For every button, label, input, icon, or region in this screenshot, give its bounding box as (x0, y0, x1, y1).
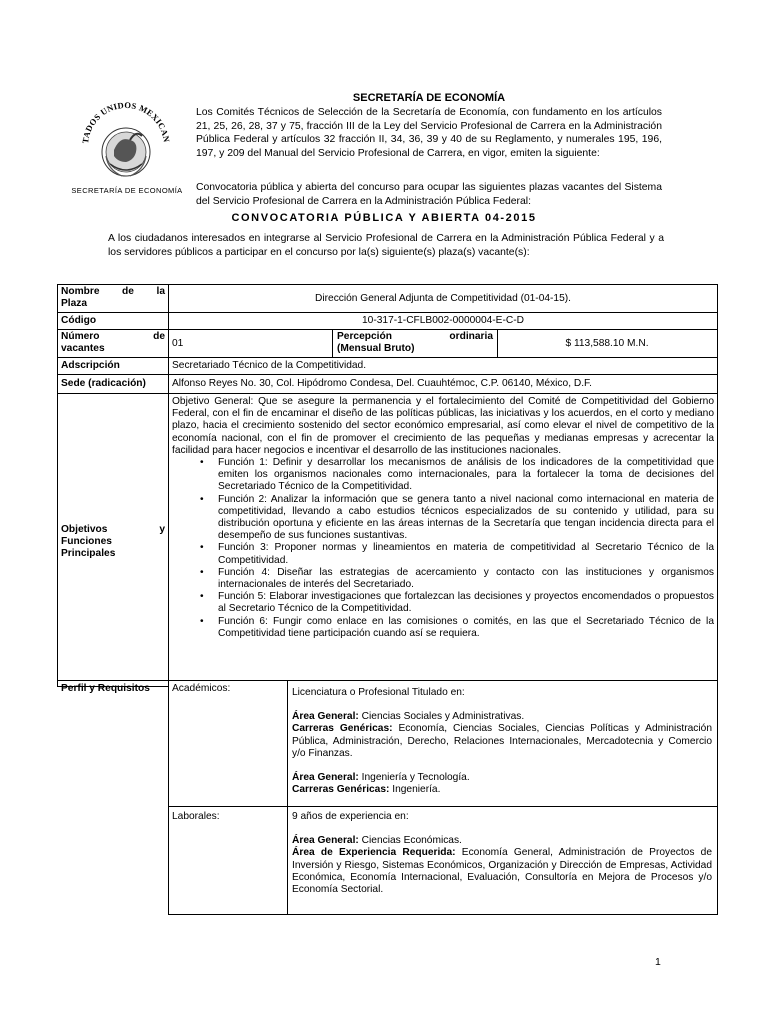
label-codigo: Código (61, 315, 97, 326)
value-nombre-plaza: Dirección General Adjunta de Competitividad (01-04-15). (315, 293, 571, 304)
label-numero-vacantes: Número de vacantes (61, 331, 165, 355)
value-sede: Alfonso Reyes No. 30, Col. Hipódromo Condesa, Del. Cuauhtémoc, C.P. 06140, México, D.F. (172, 378, 592, 389)
label-nombre-plaza: Nombre de la Plaza (61, 286, 165, 310)
intro-paragraph: A los ciudadanos interesados en integrarse al Servicio Profesional de Carrera en la Administración Pública Federal y a los servidores públicos a participar en el concurso por la(s) siguiente(s) plaza(s) vacante(s): (108, 233, 664, 258)
function-item: • Función 5: Elaborar investigaciones que fortalezcan las decisiones y proyectos encomendados o propuestos al Secretario Técnico de la Competitividad. (172, 591, 714, 615)
value-adscripcion: Secretariado Técnico de la Competitividad. (172, 360, 367, 371)
academicos-content: Licenciatura o Profesional Titulado en: Área General: Ciencias Sociales y Administrativas. Carreras Genéricas: Economía, Ciencias Sociales, Ciencias Políticas y Administración Pública, Administración, Derecho, Relaciones Internacionales, Mercadotecnia y Comercio y/o Finanzas. Área General: Ingeniería y Tecnología. Carreras Genéricas: Ingeniería. (292, 687, 712, 796)
functions-list (172, 457, 714, 640)
label-laborales: Laborales: (172, 811, 220, 822)
function-item: • Función 6: Fungir como enlace en las comisiones o comités, en las que el Secretariado Técnico de la Competitividad tiene participación cuando así se requiera. (172, 616, 714, 640)
label-academicos: Académicos: (172, 683, 231, 694)
objetivos-funciones-content (172, 396, 714, 640)
convocatoria-title: CONVOCATORIA PÚBLICA Y ABIERTA 04-2015 (231, 212, 537, 224)
legal-basis-paragraph: Los Comités Técnicos de Selección de la Secretaría de Economía, con fundamento en los artículos 21, 25, 26, 28, 37 y 75, fracción III de la Ley del Servicio Profesional de Carrera en la Administración Pública Federal y artículos 32 fracción II, 34, 36, 39 y 40 de su Reglamento, y numerales 195, 196, 197, y 209 del Manual del Servicio Profesional de Carrera, en vigor, emiten la siguiente: (196, 107, 662, 159)
seal-caption: SECRETARÍA DE ECONOMÍA (71, 186, 183, 195)
value-salary: $ 113,588.10 M.N. (565, 338, 649, 349)
function-item: • Función 3: Proponer normas y lineamientos en materia de competitividad al Secretario Técnico de la Competitividad. (172, 542, 714, 566)
label-sede: Sede (radicación) (61, 378, 146, 389)
function-item: • Función 1: Definir y desarrollar los mecanismos de análisis de los indicadores de la competitividad que emiten los organismos nacionales como internacionales, para la fortalecer la toma de decisiones del Secretariado Técnico de la Competitividad. (172, 457, 714, 494)
value-numero-vacantes: 01 (172, 338, 184, 349)
label-percepcion: Percepción ordinaria (Mensual Bruto) (337, 331, 493, 355)
label-objetivos-funciones: Objetivos y Funciones Principales (61, 524, 165, 560)
value-codigo: 10-317-1-CFLB002-0000004-E-C-D (362, 315, 524, 326)
mexico-coat-of-arms-seal (78, 100, 174, 186)
laborales-content: 9 años de experiencia en: Área General: Ciencias Económicas. Área de Experiencia Requerida: Economía General, Administración de Proyectos de Inversión y Riesgo, Sistemas Económicos, Organización y Dirección de Empresas, Actividad Económica, Economía Internacional, Evaluación, Consultoría en Mejora de Procesos y/o Economía Sectorial. (292, 811, 712, 896)
label-perfil-requisitos: Perfil y Requisitos (61, 683, 150, 694)
call-description-paragraph: Convocatoria pública y abierta del concurso para ocupar las siguientes plazas vacantes del Sistema del Servicio Profesional de Carrera en la Administración Pública Federal: (196, 182, 662, 207)
label-adscripcion: Adscripción (61, 360, 120, 371)
ministry-title: SECRETARÍA DE ECONOMÍA (352, 92, 506, 104)
function-item: • Función 4: Diseñar las estrategias de acercamiento y contacto con las instituciones y organismos internacionales de interés del Secretariado. (172, 567, 714, 591)
objetivo-general: Objetivo General: Que se asegure la permanencia y el fortalecimiento del Comité de Competitividad del Gobierno Federal, con el fin de encaminar el diseño de las políticas públicas, las iniciativas y los acuerdos, en el corto y mediano plazo, hacia el crecimiento sostenido del sector económico empresarial, así como elevar el nivel de competitivo de la economía nacional, con el fin de promover el crecimiento de las pequeñas y medianas empresas y acrecentar la facilidad para hacer negocios e incentivar el desarrollo de las instituciones nacionales. (172, 396, 714, 456)
function-item: • Función 2: Analizar la información que se genera tanto a nivel nacional como internacional en materia de competitividad, llevando a cabo estudios técnicos especializados de su contenido y utilidad, para su distribución oportuna y eficiente en las áreas internas de la Secretaría que tengan incidencia directa para el desempeño de sus funciones sustantivas. (172, 494, 714, 543)
page-number: 1 (655, 956, 661, 968)
svg-text:ESTADOS UNIDOS MEXICANOS: TADOS UNIDOS MEXICAN (80, 100, 172, 145)
